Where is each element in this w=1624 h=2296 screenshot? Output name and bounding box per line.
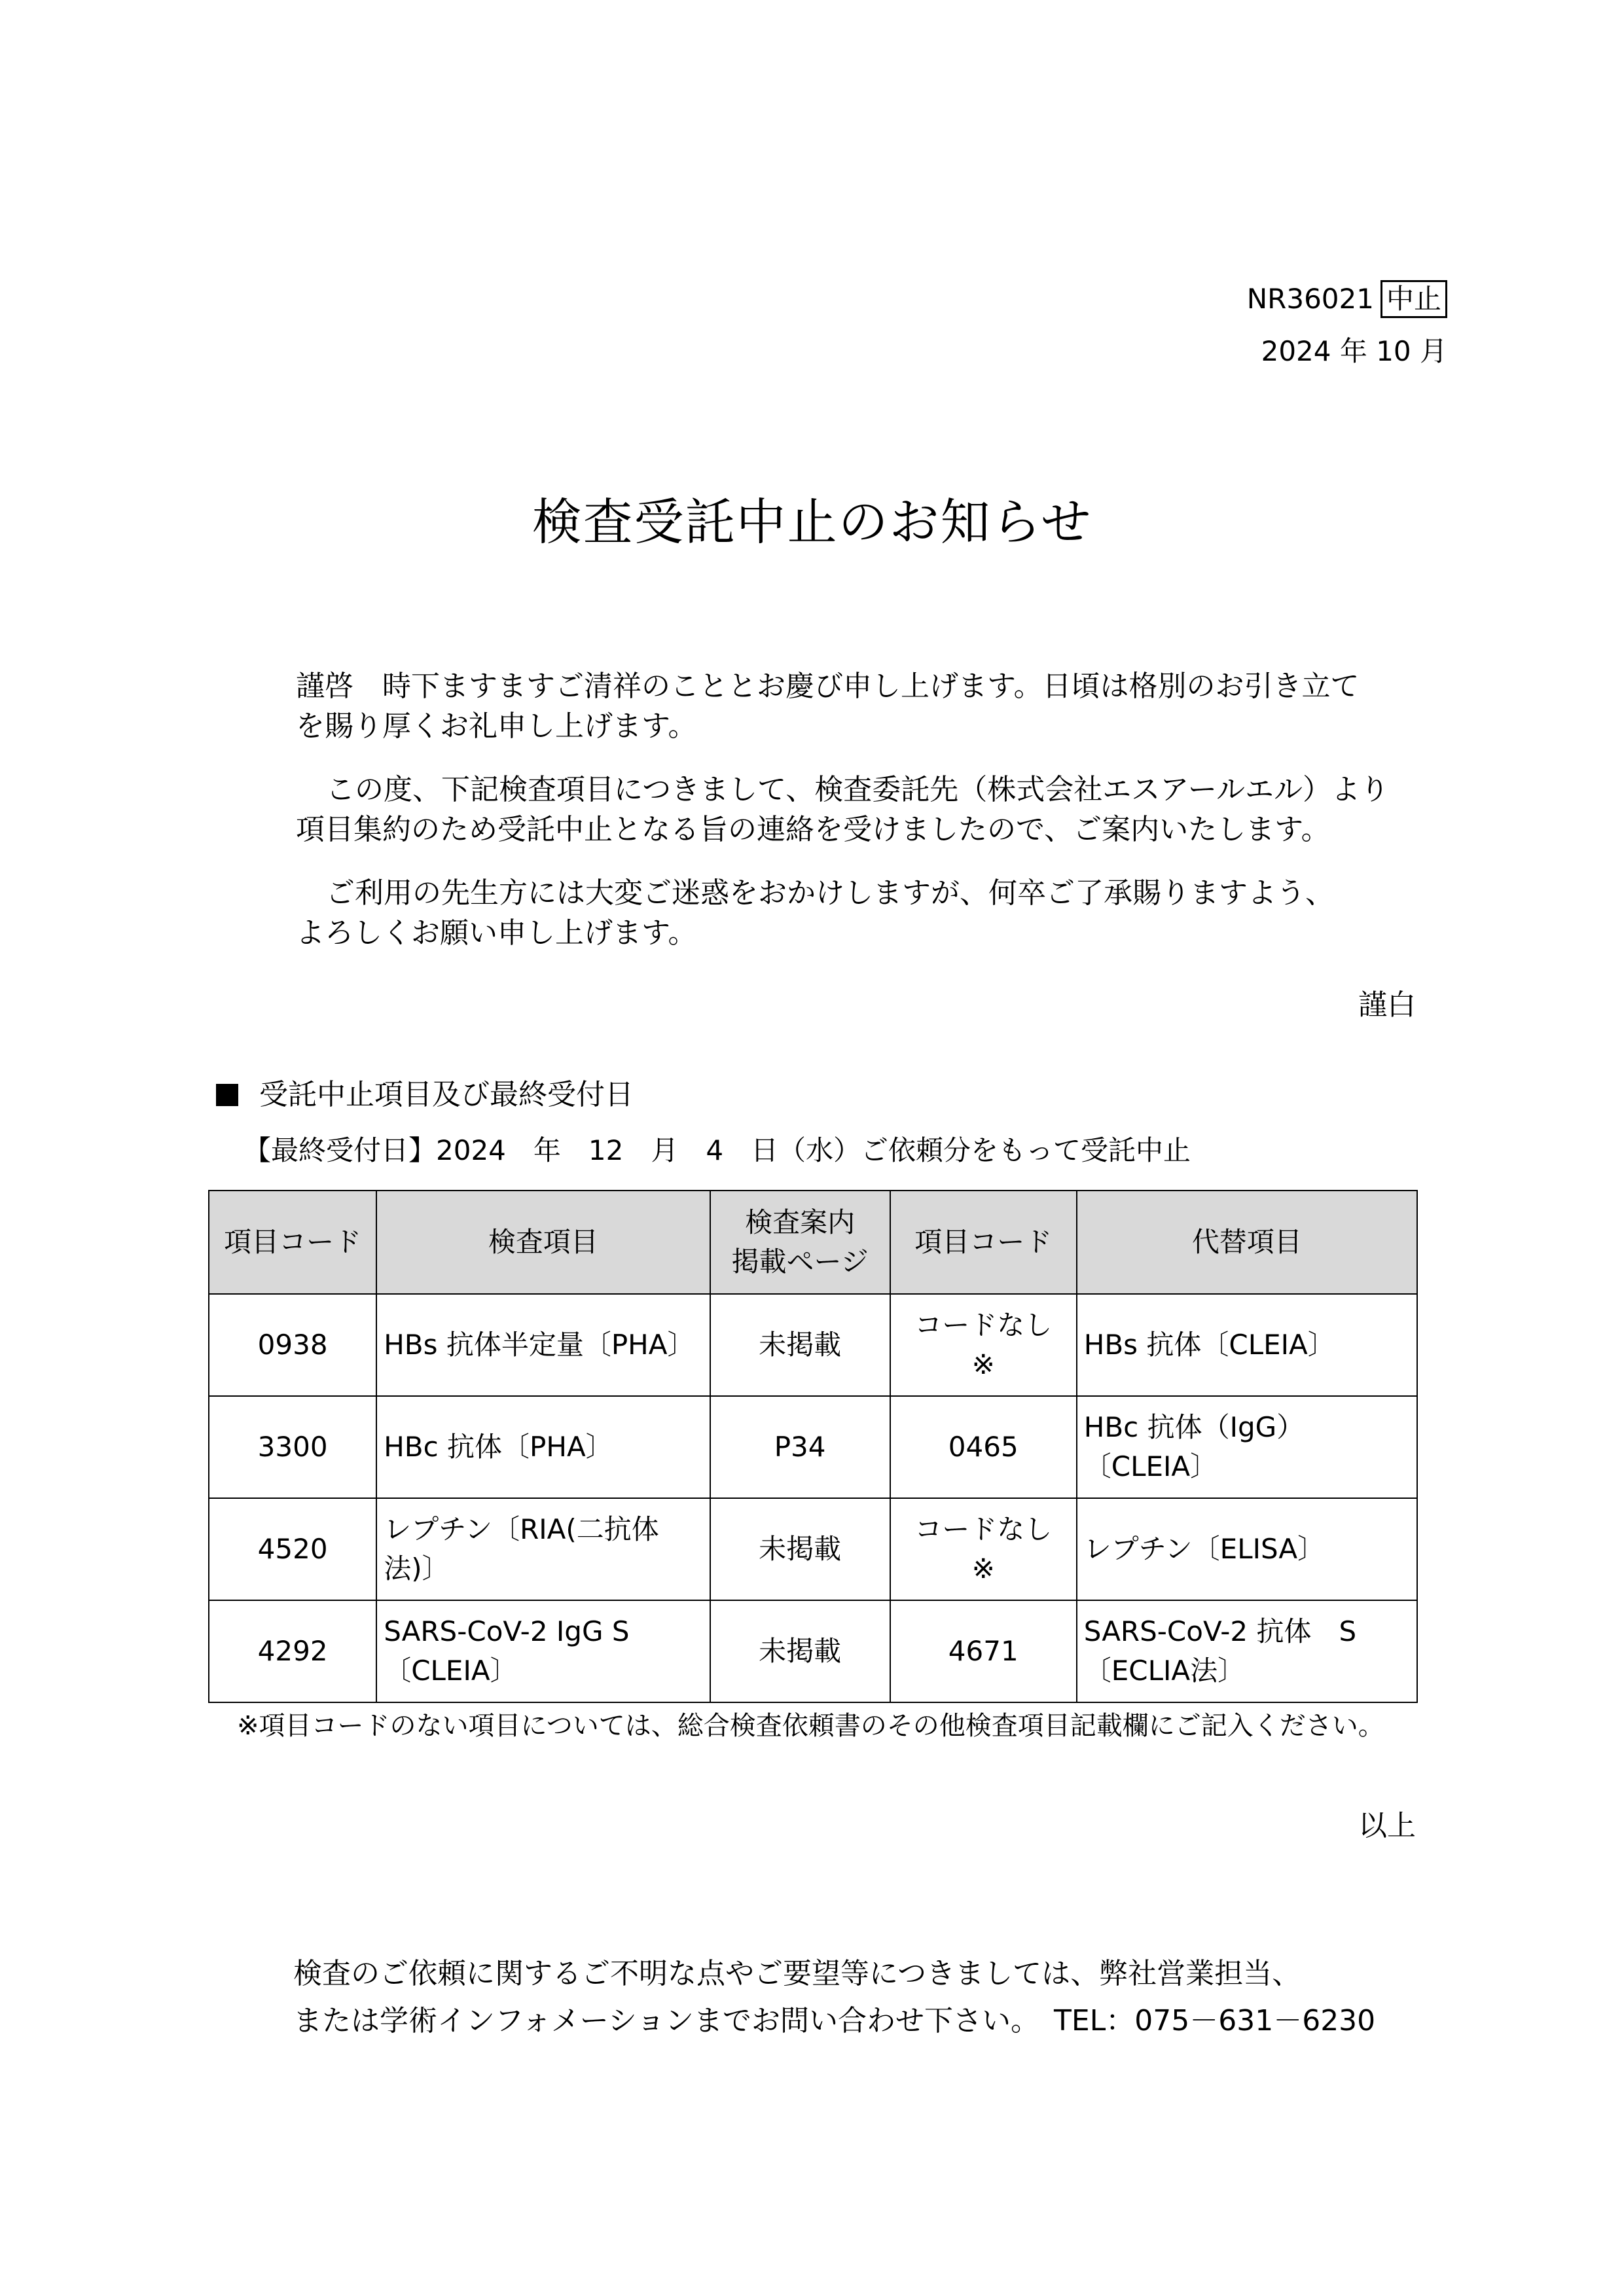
table-header-row — [209, 1191, 1417, 1294]
cell-page: P34 — [710, 1396, 890, 1498]
notice-paragraph — [296, 770, 1409, 850]
cell-test-line-2: 〔CLEIA〕 — [384, 1655, 518, 1687]
document-number — [1247, 280, 1447, 318]
table-row — [209, 1498, 1417, 1600]
table-footnote: ※項目コードのない項目については、総合検査依頼書のその他検査項目記載欄にご記入ください。 — [237, 1711, 1384, 1741]
cell-page: 未掲載 — [710, 1600, 890, 1702]
document-number-text: NR36021 — [1246, 283, 1374, 315]
table-row — [209, 1396, 1417, 1498]
table-row — [209, 1294, 1417, 1396]
cell-alt-test — [1077, 1600, 1417, 1702]
header-page-line-2: 掲載ページ — [731, 1246, 869, 1278]
cell-code: 0938 — [209, 1294, 376, 1396]
cell-page: 未掲載 — [710, 1498, 890, 1600]
header-alt-code: 項目コード — [890, 1191, 1077, 1294]
header-page — [710, 1191, 890, 1294]
alt-code-text: コードなし — [914, 1309, 1053, 1341]
contact-line-2: または学術インフォメーションまでお問い合わせ下さい。 TEL：075－631－6230 — [293, 2004, 1376, 2037]
greeting-line-1: 謹啓 時下ますますご清祥のこととお慶び申し上げます。日頃は格別のお引き立て — [296, 670, 1360, 703]
cell-alt-code: 0465 — [890, 1396, 1077, 1498]
cell-alt-test: HBc 抗体（IgG）〔CLEIA〕 — [1077, 1396, 1417, 1498]
alt-code-text: コードなし — [914, 1513, 1053, 1545]
header-test: 検査項目 — [376, 1191, 710, 1294]
cell-alt-test: HBs 抗体〔CLEIA〕 — [1077, 1294, 1417, 1396]
cell-code: 4292 — [209, 1600, 376, 1702]
deadline-text: 【最終受付日】2024 年 12 月 4 日（水）ご依頼分をもって受託中止 — [244, 1134, 1191, 1166]
contact-line-1: 検査のご依頼に関するご不明な点やご要望等につきましては、弊社営業担当、 — [293, 1957, 1301, 1990]
alt-code-mark: ※ — [971, 1552, 995, 1585]
notice-line-1: この度、下記検査項目につきまして、検査委託先（株式会社エスアールエル）より — [326, 773, 1390, 806]
cell-test: レプチン〔RIA(二抗体法)〕 — [376, 1498, 710, 1600]
square-bullet-icon — [216, 1084, 238, 1106]
section-heading — [216, 1075, 634, 1115]
page-title: 検査受託中止のお知らせ — [532, 493, 1092, 551]
cell-alt-test: レプチン〔ELISA〕 — [1077, 1498, 1417, 1600]
header-alt-test: 代替項目 — [1077, 1191, 1417, 1294]
issue-date: 2024 年 10 月 — [1261, 335, 1447, 367]
cell-page: 未掲載 — [710, 1294, 890, 1396]
apology-paragraph — [296, 873, 1409, 953]
cell-test: HBc 抗体〔PHA〕 — [376, 1396, 710, 1498]
cell-alt-test-line-1: SARS-CoV-2 抗体 S — [1083, 1615, 1357, 1647]
notice-line-2: 項目集約のため受託中止となる旨の連絡を受けましたので、ご案内いたします。 — [296, 813, 1330, 846]
contact-info — [293, 1950, 1471, 2045]
apology-line-1: ご利用の先生方には大変ご迷惑をおかけしますが、何卒ご了承賜りますよう、 — [326, 876, 1334, 910]
header-code: 項目コード — [209, 1191, 376, 1294]
apology-line-2: よろしくお願い申し上げます。 — [296, 916, 697, 950]
cell-alt-code — [890, 1498, 1077, 1600]
cell-code: 3300 — [209, 1396, 376, 1498]
section-heading-text: 受託中止項目及び最終受付日 — [259, 1078, 634, 1111]
cell-alt-code — [890, 1294, 1077, 1396]
cell-test — [376, 1600, 710, 1702]
ending-word: 以上 — [1358, 1809, 1416, 1842]
table-row — [209, 1600, 1417, 1702]
discontinued-items-table — [208, 1190, 1418, 1703]
cell-test: HBs 抗体半定量〔PHA〕 — [376, 1294, 710, 1396]
cell-alt-test-line-2: 〔ECLIA法〕 — [1083, 1655, 1246, 1687]
greeting-line-2: を賜り厚くお礼申し上げます。 — [296, 709, 697, 743]
cell-test-line-1: SARS-CoV-2 IgG S — [384, 1615, 630, 1647]
greeting-paragraph — [296, 666, 1409, 746]
status-badge: 中止 — [1380, 280, 1447, 318]
header-page-line-1: 検査案内 — [745, 1206, 856, 1238]
cell-code: 4520 — [209, 1498, 376, 1600]
cell-alt-code: 4671 — [890, 1600, 1077, 1702]
closing-word: 謹白 — [1358, 988, 1416, 1022]
alt-code-mark: ※ — [971, 1348, 995, 1380]
